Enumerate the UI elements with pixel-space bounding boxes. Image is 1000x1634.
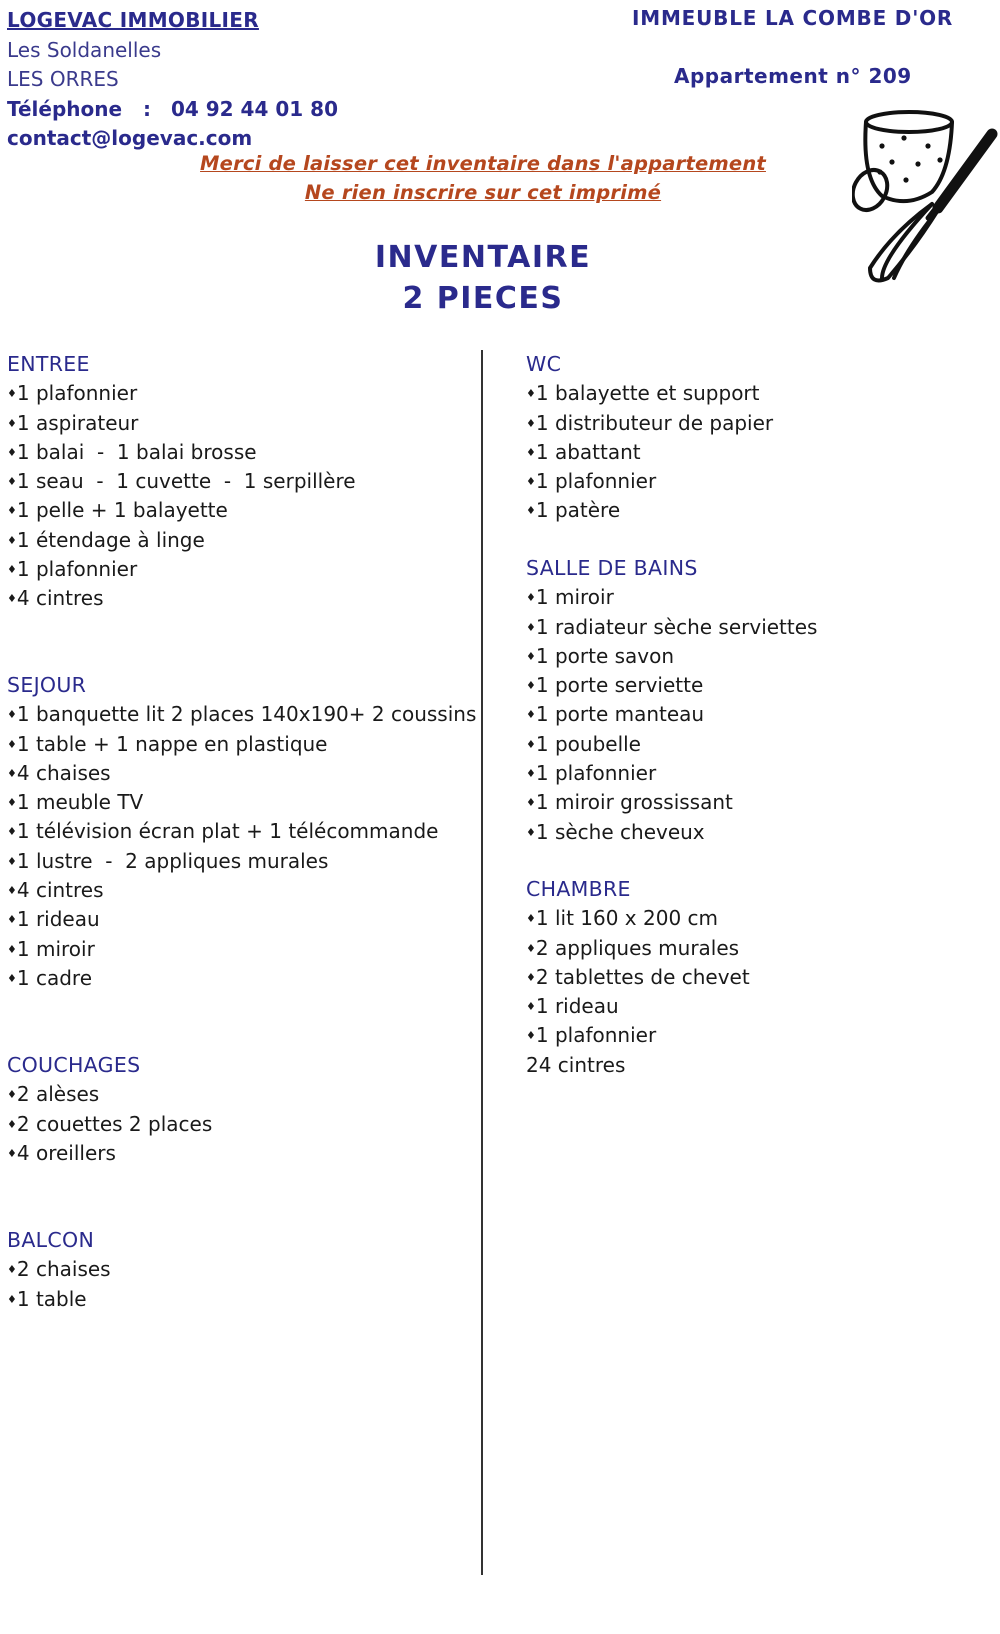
inventory-item: ♦1 étendage à linge	[7, 527, 205, 552]
phone-label: Téléphone :	[7, 96, 151, 121]
item-list	[7, 1255, 111, 1314]
inventory-item: ♦1 distributeur de papier	[526, 410, 774, 435]
inventory-item: ♦1 porte savon	[526, 643, 675, 668]
section-heading: SALLE DE BAINS	[526, 556, 698, 580]
inventory-item: ♦1 lustre - 2 appliques murales	[7, 848, 329, 873]
item-list	[7, 700, 476, 993]
bullet-icon: ♦	[526, 679, 536, 693]
apartment-number: Appartement n° 209	[674, 64, 912, 88]
building-name: IMMEUBLE LA COMBE D'OR	[632, 6, 954, 30]
inventory-item: ♦4 chaises	[7, 760, 111, 785]
bullet-icon: ♦	[7, 533, 17, 547]
bullet-icon: ♦	[526, 737, 536, 751]
bullet-icon: ♦	[526, 912, 536, 926]
inventory-item: ♦1 porte manteau	[526, 702, 705, 727]
bullet-icon: ♦	[7, 913, 17, 927]
inventory-item: ♦4 cintres	[7, 878, 104, 903]
section-couchages	[7, 1051, 212, 1168]
company-name: LOGEVAC IMMOBILIER	[7, 8, 259, 32]
bullet-icon: ♦	[526, 708, 536, 722]
section-balcon	[7, 1226, 111, 1314]
bullet-icon: ♦	[526, 504, 536, 518]
inventory-item: ♦1 rideau	[526, 994, 619, 1019]
bullet-icon: ♦	[526, 620, 536, 634]
bullet-icon: ♦	[526, 387, 536, 401]
bullet-icon: ♦	[7, 766, 17, 780]
section-heading: SEJOUR	[7, 673, 87, 697]
inventory-item: ♦1 télévision écran plat + 1 télécommande	[7, 819, 439, 844]
bullet-icon: ♦	[7, 737, 17, 751]
bullet-icon: ♦	[7, 942, 17, 956]
item-list	[7, 379, 356, 613]
notice-leave-inventory: Merci de laisser cet inventaire dans l'appartement	[200, 152, 766, 175]
inventory-item: ♦1 plafonnier	[7, 557, 138, 582]
bullet-icon: ♦	[526, 825, 536, 839]
bullet-icon: ♦	[7, 563, 17, 577]
bullet-icon: ♦	[526, 970, 536, 984]
inventory-item: ♦1 plafonnier	[7, 381, 138, 406]
inventory-item: ♦2 appliques murales	[526, 935, 740, 960]
bullet-icon: ♦	[526, 445, 536, 459]
inventory-item: ♦1 abattant	[526, 439, 641, 464]
bullet-icon: ♦	[7, 854, 17, 868]
inventory-item: ♦2 chaises	[7, 1257, 111, 1282]
bullet-icon: ♦	[526, 591, 536, 605]
page-title: INVENTAIRE	[374, 240, 592, 275]
section-heading: CHAMBRE	[526, 877, 631, 901]
bullet-icon: ♦	[7, 475, 17, 489]
inventory-item: ♦1 plafonnier	[526, 1023, 657, 1048]
bullet-icon: ♦	[7, 387, 17, 401]
bullet-icon: ♦	[7, 1146, 17, 1160]
bullet-icon: ♦	[526, 649, 536, 663]
bullet-icon: ♦	[7, 416, 17, 430]
bullet-icon: ♦	[7, 1088, 17, 1102]
inventory-item: ♦1 plafonnier	[526, 761, 657, 786]
inventory-item: ♦1 seau - 1 cuvette - 1 serpillère	[7, 469, 356, 494]
inventory-item: ♦1 patère	[526, 498, 621, 523]
bullet-icon: ♦	[7, 504, 17, 518]
address-line-1: Les Soldanelles	[7, 37, 162, 62]
inventory-footer-item: 24 cintres	[526, 1052, 626, 1077]
column-divider	[481, 350, 483, 1575]
bullet-icon: ♦	[7, 592, 17, 606]
bullet-icon: ♦	[526, 941, 536, 955]
section-heading: COUCHAGES	[7, 1053, 141, 1077]
inventory-item: ♦1 miroir grossissant	[526, 790, 733, 815]
bullet-icon: ♦	[7, 708, 17, 722]
inventory-item: ♦1 aspirateur	[7, 410, 139, 435]
section-wc	[526, 350, 773, 526]
inventory-item: ♦1 rideau	[7, 907, 100, 932]
page-subtitle: 2 PIECES	[402, 281, 564, 316]
inventory-item: ♦4 oreillers	[7, 1140, 116, 1165]
section-sejour	[7, 671, 476, 993]
bullet-icon: ♦	[7, 445, 17, 459]
inventory-item: ♦1 table + 1 nappe en plastique	[7, 731, 328, 756]
inventory-item: ♦2 tablettes de chevet	[526, 964, 750, 989]
inventory-item: ♦1 lit 160 x 200 cm	[526, 906, 719, 931]
email-address: contact@logevac.com	[7, 126, 253, 150]
inventory-item: ♦1 plafonnier	[526, 469, 657, 494]
inventory-item: ♦4 cintres	[7, 586, 104, 611]
inventory-item: ♦2 couettes 2 places	[7, 1111, 213, 1136]
inventory-item: ♦1 table	[7, 1286, 87, 1311]
item-list	[526, 379, 773, 525]
inventory-item: ♦1 cadre	[7, 965, 92, 990]
inventory-item: ♦1 balai - 1 balai brosse	[7, 439, 257, 464]
section-entree	[7, 350, 356, 614]
bullet-icon: ♦	[526, 767, 536, 781]
inventory-item: ♦1 miroir	[526, 585, 614, 610]
inventory-item: ♦1 banquette lit 2 places 140x190+ 2 coussins	[7, 702, 477, 727]
bullet-icon: ♦	[7, 884, 17, 898]
bullet-icon: ♦	[7, 971, 17, 985]
inventory-item: ♦2 alèses	[7, 1082, 100, 1107]
bullet-icon: ♦	[526, 1029, 536, 1043]
item-list	[526, 904, 750, 1080]
item-list	[526, 583, 817, 847]
inventory-item: ♦1 meuble TV	[7, 790, 144, 815]
section-heading: BALCON	[7, 1228, 95, 1252]
agency-contact-block	[7, 6, 338, 154]
section-heading: WC	[526, 352, 562, 376]
address-line-2: LES ORRES	[7, 67, 119, 91]
inventory-item: ♦1 miroir	[7, 936, 95, 961]
bullet-icon: ♦	[7, 1292, 17, 1306]
item-list	[7, 1080, 212, 1168]
phone-line	[7, 95, 338, 125]
inventory-item: ♦1 radiateur sèche serviettes	[526, 614, 818, 639]
bullet-icon: ♦	[7, 796, 17, 810]
phone-value: 04 92 44 01 80	[170, 96, 338, 121]
notice-do-not-write: Ne rien inscrire sur cet imprimé	[304, 181, 662, 204]
section-heading: ENTREE	[7, 352, 90, 376]
inventory-item: ♦1 porte serviette	[526, 673, 704, 698]
bullet-icon: ♦	[526, 1000, 536, 1014]
bullet-icon: ♦	[7, 1263, 17, 1277]
section-chambre	[526, 875, 750, 1080]
section-salle-de-bains	[526, 554, 817, 847]
inventory-item: ♦1 sèche cheveux	[526, 819, 705, 844]
bullet-icon: ♦	[526, 796, 536, 810]
bullet-icon: ♦	[526, 475, 536, 489]
bullet-icon: ♦	[7, 825, 17, 839]
inventory-item: ♦1 pelle + 1 balayette	[7, 498, 228, 523]
bullet-icon: ♦	[7, 1117, 17, 1131]
bullet-icon: ♦	[526, 416, 536, 430]
inventory-item: ♦1 poubelle	[526, 731, 641, 756]
inventory-item: ♦1 balayette et support	[526, 381, 760, 406]
